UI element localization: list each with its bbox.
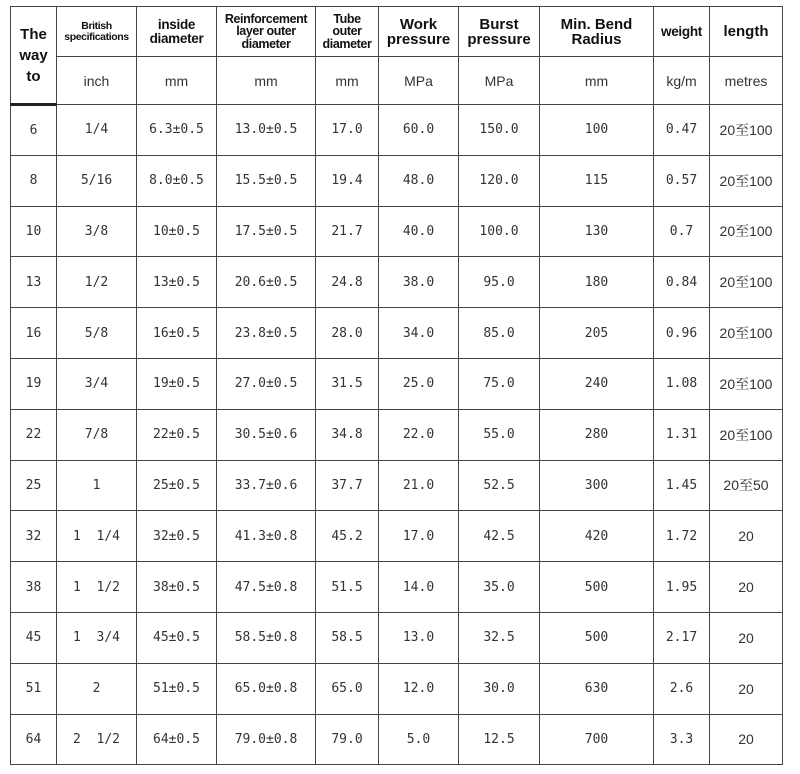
table-cell: 120.0 (459, 155, 540, 206)
table-cell: 19±0.5 (137, 358, 217, 409)
table-row (11, 460, 783, 511)
table-cell: 45.2 (316, 511, 379, 562)
table-cell: 1.45 (654, 460, 710, 511)
unit-row (11, 57, 783, 105)
table-row (11, 358, 783, 409)
table-cell: 130 (540, 206, 654, 257)
table-cell: 85.0 (459, 308, 540, 359)
table-cell: 20至100 (710, 257, 783, 308)
table-cell: 3/4 (57, 358, 137, 409)
header-label: Reinforcement layer outer diameter (224, 11, 308, 51)
table-cell: 2.6 (654, 663, 710, 714)
table-cell: 14.0 (379, 562, 459, 613)
unit-cell: MPa (459, 57, 540, 105)
unit-cell: inch (57, 57, 137, 105)
table-cell: 7/8 (57, 409, 137, 460)
table-cell: 12.0 (379, 663, 459, 714)
table-cell: 1 1/2 (57, 562, 137, 613)
table-cell: 28.0 (316, 308, 379, 359)
table-cell: 21.0 (379, 460, 459, 511)
table-cell: 65.0 (316, 663, 379, 714)
table-cell: 20至100 (710, 206, 783, 257)
table-cell: 95.0 (459, 257, 540, 308)
table-cell: 1.72 (654, 511, 710, 562)
table-row (11, 612, 783, 663)
table-cell: 8.0±0.5 (137, 155, 217, 206)
table-cell: 300 (540, 460, 654, 511)
table-row (11, 155, 783, 206)
table-cell: 2 (57, 663, 137, 714)
table-row (11, 409, 783, 460)
table-cell: 20至100 (710, 358, 783, 409)
table-cell: 25 (11, 460, 57, 511)
header-burst-pressure (459, 7, 540, 57)
table-cell: 38 (11, 562, 57, 613)
table-cell: 20.6±0.5 (217, 257, 316, 308)
unit-cell: kg/m (654, 57, 710, 105)
table-cell: 20 (710, 714, 783, 765)
table-cell: 150.0 (459, 105, 540, 156)
table-cell: 10±0.5 (137, 206, 217, 257)
table-cell: 6.3±0.5 (137, 105, 217, 156)
header-label: Work pressure (386, 15, 451, 48)
unit-cell: mm (540, 57, 654, 105)
table-cell: 23.8±0.5 (217, 308, 316, 359)
table-cell: 30.0 (459, 663, 540, 714)
table-cell: 64±0.5 (137, 714, 217, 765)
table-cell: 1 3/4 (57, 612, 137, 663)
table-cell: 180 (540, 257, 654, 308)
table-cell: 1.95 (654, 562, 710, 613)
table-cell: 20至50 (710, 460, 783, 511)
table-cell: 16±0.5 (137, 308, 217, 359)
table-cell: 37.7 (316, 460, 379, 511)
table-cell: 3/8 (57, 206, 137, 257)
table-cell: 20至100 (710, 308, 783, 359)
table-cell: 13.0 (379, 612, 459, 663)
table-cell: 0.96 (654, 308, 710, 359)
table-cell: 280 (540, 409, 654, 460)
header-row (11, 7, 783, 57)
table-cell: 20至100 (710, 105, 783, 156)
table-cell: 22±0.5 (137, 409, 217, 460)
unit-cell: metres (710, 57, 783, 105)
header-min-bend-radius (540, 7, 654, 57)
table-cell: 13±0.5 (137, 257, 217, 308)
table-body (11, 105, 783, 765)
header-the-way-to (11, 7, 57, 105)
table-cell: 27.0±0.5 (217, 358, 316, 409)
table-cell: 22 (11, 409, 57, 460)
header-label: Tube outer diameter (322, 11, 372, 51)
table-cell: 42.5 (459, 511, 540, 562)
table-cell: 48.0 (379, 155, 459, 206)
table-cell: 0.57 (654, 155, 710, 206)
table-cell: 31.5 (316, 358, 379, 409)
table-cell: 19 (11, 358, 57, 409)
table-cell: 1 1/4 (57, 511, 137, 562)
table-cell: 20 (710, 562, 783, 613)
header-label: Min. Bend Radius (560, 15, 633, 48)
table-cell: 51.5 (316, 562, 379, 613)
table-row (11, 562, 783, 613)
table-cell: 34.0 (379, 308, 459, 359)
hose-spec-table (10, 6, 783, 765)
table-cell: 32 (11, 511, 57, 562)
table-cell: 0.47 (654, 105, 710, 156)
table-cell: 24.8 (316, 257, 379, 308)
table-cell: 420 (540, 511, 654, 562)
table-row (11, 206, 783, 257)
table-cell: 1 (57, 460, 137, 511)
table-cell: 12.5 (459, 714, 540, 765)
table-cell: 75.0 (459, 358, 540, 409)
table-cell: 35.0 (459, 562, 540, 613)
header-length (710, 7, 783, 57)
table-cell: 22.0 (379, 409, 459, 460)
table-row (11, 511, 783, 562)
table-cell: 115 (540, 155, 654, 206)
table-cell: 2 1/2 (57, 714, 137, 765)
table-cell: 1/4 (57, 105, 137, 156)
table-cell: 5/8 (57, 308, 137, 359)
table-cell: 64 (11, 714, 57, 765)
table-cell: 25±0.5 (137, 460, 217, 511)
table-cell: 17.0 (316, 105, 379, 156)
table-cell: 205 (540, 308, 654, 359)
unit-cell: mm (316, 57, 379, 105)
table-row (11, 105, 783, 156)
header-weight (654, 7, 710, 57)
header-label: length (723, 23, 769, 40)
table-cell: 19.4 (316, 155, 379, 206)
table-cell: 34.8 (316, 409, 379, 460)
table-cell: 3.3 (654, 714, 710, 765)
table-cell: 20至100 (710, 409, 783, 460)
table-cell: 45±0.5 (137, 612, 217, 663)
table-cell: 51±0.5 (137, 663, 217, 714)
table-cell: 41.3±0.8 (217, 511, 316, 562)
table-row (11, 663, 783, 714)
table-cell: 500 (540, 562, 654, 613)
table-cell: 100.0 (459, 206, 540, 257)
table-cell: 5.0 (379, 714, 459, 765)
table-cell: 38±0.5 (137, 562, 217, 613)
table-cell: 1.08 (654, 358, 710, 409)
table-row (11, 714, 783, 765)
table-cell: 58.5±0.8 (217, 612, 316, 663)
header-label: inside diameter (149, 17, 204, 46)
table-cell: 500 (540, 612, 654, 663)
table-cell: 17.5±0.5 (217, 206, 316, 257)
table-cell: 32±0.5 (137, 511, 217, 562)
header-work-pressure (379, 7, 459, 57)
table-cell: 0.7 (654, 206, 710, 257)
table-cell: 32.5 (459, 612, 540, 663)
header-inside-diameter (137, 7, 217, 57)
table-cell: 6 (11, 105, 57, 156)
table-cell: 1/2 (57, 257, 137, 308)
table-cell: 33.7±0.6 (217, 460, 316, 511)
table-cell: 1.31 (654, 409, 710, 460)
table-cell: 630 (540, 663, 654, 714)
table-row (11, 257, 783, 308)
table-cell: 65.0±0.8 (217, 663, 316, 714)
header-label: British specifications (64, 20, 129, 43)
table-cell: 5/16 (57, 155, 137, 206)
table-cell: 20 (710, 511, 783, 562)
table-cell: 20 (710, 663, 783, 714)
table-cell: 51 (11, 663, 57, 714)
header-reinforcement-layer-outer-diameter (217, 7, 316, 57)
table-cell: 10 (11, 206, 57, 257)
table-cell: 38.0 (379, 257, 459, 308)
header-tube-outer-diameter (316, 7, 379, 57)
table-cell: 58.5 (316, 612, 379, 663)
table-cell: 45 (11, 612, 57, 663)
table-cell: 16 (11, 308, 57, 359)
table-cell: 0.84 (654, 257, 710, 308)
table-cell: 240 (540, 358, 654, 409)
table-cell: 21.7 (316, 206, 379, 257)
table-cell: 25.0 (379, 358, 459, 409)
header-label: The way to (19, 25, 48, 85)
header-label: weight (661, 23, 702, 39)
header-british-specifications (57, 7, 137, 57)
table-cell: 79.0±0.8 (217, 714, 316, 765)
unit-cell: mm (137, 57, 217, 105)
table-cell: 55.0 (459, 409, 540, 460)
table-cell: 30.5±0.6 (217, 409, 316, 460)
table-cell: 40.0 (379, 206, 459, 257)
header-label: Burst pressure (467, 15, 531, 48)
table-cell: 100 (540, 105, 654, 156)
table-cell: 20至100 (710, 155, 783, 206)
table-cell: 700 (540, 714, 654, 765)
table-cell: 47.5±0.8 (217, 562, 316, 613)
table-cell: 13.0±0.5 (217, 105, 316, 156)
table-cell: 20 (710, 612, 783, 663)
unit-cell: mm (217, 57, 316, 105)
table-cell: 17.0 (379, 511, 459, 562)
table-cell: 52.5 (459, 460, 540, 511)
table-cell: 13 (11, 257, 57, 308)
table-cell: 79.0 (316, 714, 379, 765)
table-cell: 8 (11, 155, 57, 206)
unit-cell: MPa (379, 57, 459, 105)
spec-table-container (10, 6, 783, 765)
table-cell: 15.5±0.5 (217, 155, 316, 206)
table-cell: 2.17 (654, 612, 710, 663)
table-row (11, 308, 783, 359)
table-cell: 60.0 (379, 105, 459, 156)
